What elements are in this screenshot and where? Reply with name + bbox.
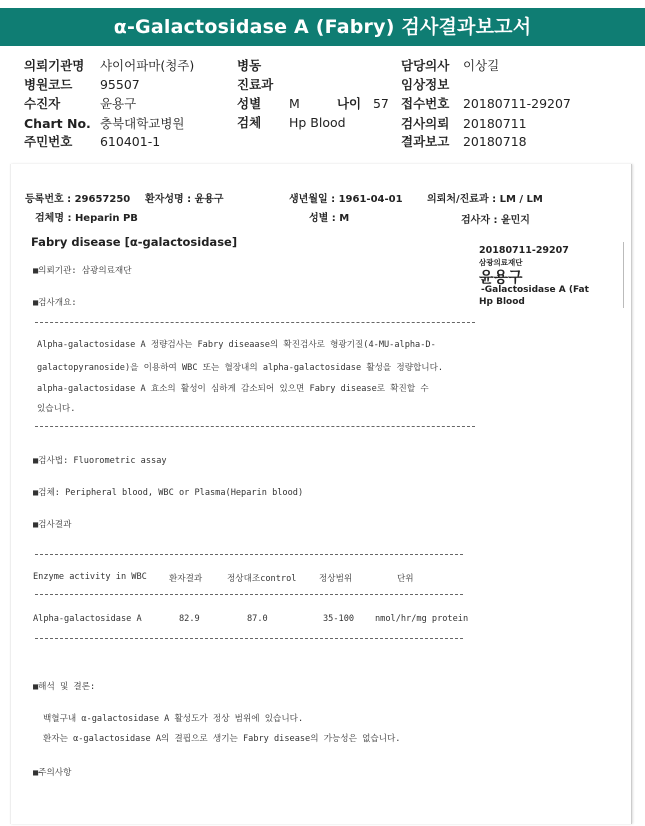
- interpretation-line: 환자는 α-galactosidase A의 결핍으로 생기는 Fabry disease의 가능성은 없습니다.: [43, 734, 401, 744]
- hospital-code-field: [24, 75, 140, 93]
- chart-no-label: Chart No.: [24, 116, 91, 131]
- sex-age-field: [237, 94, 389, 112]
- specimen-line: ■검체: Peripheral blood, WBC or Plasma(Heparin blood): [33, 488, 304, 498]
- table-cell-patient: 82.9: [179, 614, 200, 624]
- table-cell-enzyme: Alpha-galactosidase A: [33, 614, 142, 624]
- age-value: 57: [372, 96, 389, 111]
- institution-field: [24, 56, 194, 74]
- clinical-field: [401, 75, 449, 93]
- table-cell-unit: nmol/hr/mg protein: [375, 614, 469, 624]
- specimen-label: 검체: [237, 115, 262, 130]
- institution-line: ■의뢰기관: 삼광의료재단: [33, 266, 132, 276]
- table-header-unit: 단위: [397, 574, 414, 584]
- divider: [35, 554, 463, 555]
- request-field: [401, 114, 527, 132]
- patient-value: 윤용구: [99, 96, 137, 111]
- hospital-code-label: 병원코드: [24, 77, 73, 92]
- divider: [35, 594, 463, 595]
- specimen-name: 검체명 : Heparin PB: [35, 213, 138, 224]
- doctor-value: 이상길: [462, 58, 500, 73]
- specimen-field: [237, 113, 346, 131]
- result-date-field: [401, 132, 527, 150]
- dept-label: 진료과: [237, 77, 274, 92]
- report-sex: 성별 : M: [309, 213, 350, 224]
- rrn-field: [24, 132, 160, 150]
- scanned-report: [10, 164, 632, 824]
- sex-label: 성별: [237, 96, 262, 111]
- sticker-type: Hp Blood: [479, 297, 525, 307]
- method-line: ■검사법: Fluorometric assay: [33, 456, 167, 466]
- divider: [35, 638, 463, 639]
- clinical-label: 임상정보: [401, 77, 450, 92]
- test-title: Fabry disease [α-galactosidase]: [31, 235, 238, 249]
- caution-heading: ■주의사항: [33, 768, 72, 778]
- table-header-patient: 환자결과: [169, 574, 203, 584]
- interpretation-line: 백혈구내 α-galactosidase A 활성도가 정상 범위에 있습니다.: [43, 714, 304, 724]
- rrn-label: 주민번호: [24, 134, 73, 149]
- dept-field: [237, 75, 273, 93]
- receipt-field: [401, 94, 571, 112]
- sticker-name: 윤용구: [479, 268, 523, 286]
- doctor-label: 담당의사: [401, 58, 450, 73]
- divider: [35, 426, 475, 427]
- overview-heading: ■검사개요:: [33, 298, 77, 308]
- examiner: 검사자 : 윤민지: [461, 215, 530, 226]
- report-title: α-Galactosidase A (Fabry) 검사결과보고서: [0, 8, 645, 46]
- institution-label: 의뢰기관명: [24, 58, 85, 73]
- sticker-org: 삼광의료재단: [479, 258, 523, 267]
- table-cell-range: 35-100: [323, 614, 355, 624]
- chart-no-field: [24, 114, 185, 132]
- reg-no: 등록번호 : 29657250: [25, 194, 131, 205]
- result-date-value: 20180718: [462, 134, 527, 149]
- hospital-code-value: 95507: [99, 77, 140, 92]
- rrn-value: 610401-1: [99, 134, 161, 149]
- receipt-label: 접수번호: [401, 96, 450, 111]
- result-heading: ■검사결과: [33, 520, 72, 530]
- specimen-sticker: [477, 242, 624, 308]
- age-label: 나이: [336, 96, 362, 111]
- overview-line: alpha-galactosidase A 효소의 활성이 심하게 감소되어 있으면 Fabry disease로 확진할 수: [37, 384, 429, 394]
- sticker-number: 20180711-29207: [479, 245, 569, 256]
- overview-line: Alpha-galactosidase A 정량검사는 Fabry diseaase의 확진검사로 형광기질(4-MU-alpha-D-: [37, 340, 436, 350]
- table-header-control: 정상대조control: [227, 574, 297, 584]
- table-cell-control: 87.0: [247, 614, 268, 624]
- institution-value: 샤이어파마(청주): [99, 58, 195, 73]
- divider: [35, 322, 475, 323]
- overview-line: galactopyranoside)을 이용하여 WBC 또는 혈장내의 alpha-galactosidase 활성을 정량합니다.: [37, 363, 444, 373]
- sex-value: M: [288, 96, 300, 111]
- chart-no-value: 충북대학교병원: [99, 116, 185, 131]
- ward-field: [237, 56, 261, 74]
- patient-field: [24, 94, 136, 112]
- report-patient-name: 환자성명 : 윤용구: [145, 194, 224, 205]
- interpretation-heading: ■해석 및 결론:: [33, 682, 96, 692]
- table-header-range: 정상범위: [319, 574, 353, 584]
- specimen-value: Hp Blood: [288, 115, 346, 130]
- overview-line: 있습니다.: [37, 404, 76, 414]
- sticker-test: -Galactosidase A (Fat: [481, 285, 589, 295]
- table-header-enzyme: Enzyme activity in WBC: [33, 572, 147, 582]
- birth-date: 생년월일 : 1961-04-01: [289, 194, 403, 205]
- receipt-value: 20180711-29207: [462, 96, 571, 111]
- patient-label: 수진자: [24, 96, 61, 111]
- result-date-label: 결과보고: [401, 134, 450, 149]
- requester-dept: 의뢰처/진료과 : LM / LM: [427, 194, 543, 205]
- request-label: 검사의뢰: [401, 116, 450, 131]
- ward-label: 병동: [237, 58, 262, 73]
- request-value: 20180711: [462, 116, 527, 131]
- doctor-field: [401, 56, 499, 74]
